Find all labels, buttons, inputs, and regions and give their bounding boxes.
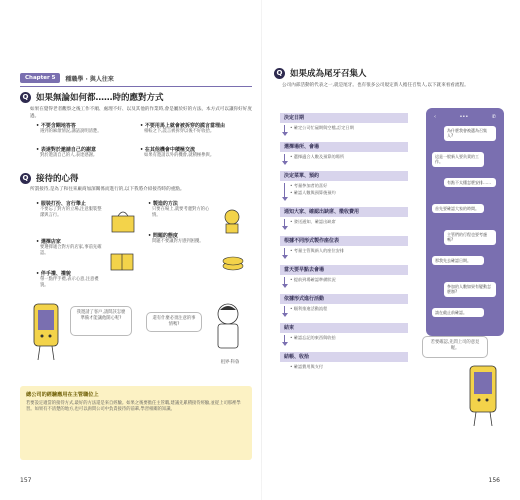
speech-bubble: 我邀請了客戶,請問該怎麼準備才能讓他開心呢? xyxy=(70,306,132,336)
chapter-tag: Chapter 5 xyxy=(20,73,60,83)
timeline-step-label: 當天要早點去會場 xyxy=(280,265,408,275)
person-icon xyxy=(208,300,248,358)
timeline-connector xyxy=(284,277,285,284)
chapter-title: 種職學 · 與人往來 xyxy=(65,75,114,83)
tip-title: • 不要用馬上就會被拆穿的謊言當理由 xyxy=(140,123,225,129)
tip-text: 不要忘了對方的立場,注意服裝整潔與言行。 xyxy=(40,207,102,219)
chat-message-received: 那我先去確認日期。 xyxy=(432,256,484,265)
tip-text: 問題不要讓對方感到困擾。 xyxy=(152,239,204,244)
phone-chat xyxy=(426,108,504,336)
character-caption: 租界·科魯 xyxy=(220,360,240,365)
back-arrow-icon: ‹ xyxy=(434,114,436,120)
tip-box-text: 若要設定適當的接待方式,最好的方法還是來自經驗。如果之後要擔任主管職,建議先累積接待經驗,並從上司那裡學習。如果有不清楚的地方,也可以詢問公司中負責接待的前輩,學習相關的知識。 xyxy=(26,401,241,413)
timeline-step-label: 選擇場所、會場 xyxy=(280,142,408,152)
question-badge-icon: Q xyxy=(274,68,285,79)
tip-title: • 表達對於邀請自己的謝意 xyxy=(36,147,96,153)
down-arrow-icon xyxy=(282,226,288,230)
down-arrow-icon xyxy=(282,313,288,317)
chat-message-sent: 參加的人數如果有變動怎麼辦? xyxy=(444,282,496,297)
heading-text: 接待的心得 xyxy=(36,174,79,184)
page-number: 157 xyxy=(20,477,32,484)
right-intro: 公司內部活動的代表之一,就是尾牙。也有很多公司規定新人擔任召集人,以下就來看看流程。 xyxy=(282,83,469,88)
tip-title: • 在其他機會中積極交流 xyxy=(140,147,195,153)
tip-title: • 問題的態度 xyxy=(148,233,178,239)
timeline-step-note: • 確認費用與支付 xyxy=(290,364,324,369)
down-arrow-icon xyxy=(282,342,288,346)
down-arrow-icon xyxy=(282,284,288,288)
tip-text: 要選擇適合對方的店家,事前先確認。 xyxy=(40,245,102,257)
down-arrow-icon xyxy=(282,255,288,259)
question-badge-icon: Q xyxy=(20,92,31,103)
tip-text: 如果有邀請以外的機會,就積極參與。 xyxy=(144,153,215,158)
speech-bubble: 若要確認,先問上司的意見喔。 xyxy=(422,336,488,358)
timeline-step-note: • 順利推進活動流程 xyxy=(290,306,328,311)
more-dots-icon: ••• xyxy=(459,114,469,120)
shopping-bag-icon xyxy=(108,208,138,234)
timeline-connector xyxy=(284,154,285,161)
tip-title: • 服裝打扮、言行舉止 xyxy=(36,201,86,207)
tip-title: • 選擇店家 xyxy=(36,239,61,245)
right-page xyxy=(262,0,520,500)
timeline-step-note: • 確認人數與預算後預約 xyxy=(290,190,336,195)
tip-text: 帶一點伴手禮,表示心意,注意禮貌。 xyxy=(40,277,99,289)
call-icon: ✆ xyxy=(491,114,496,120)
heading-text: 如果無論如何都……時的應對方式 xyxy=(36,93,164,103)
timeline-step-note: • 考量參加者的喜好 xyxy=(290,183,328,188)
tip-box xyxy=(20,386,252,460)
section-heading-reception xyxy=(20,172,79,184)
down-arrow-icon xyxy=(282,161,288,165)
tip-box-title: 總公司的經驗應用在主管職位上 xyxy=(26,392,99,398)
timeline-step-label: 決定菜單、預約 xyxy=(280,171,408,181)
coins-icon xyxy=(220,252,246,272)
section1-intro: 如果在覺得老者觀察之後工作不順、處理不好、以及其他的作業時,會是屬於好的方法、本方式可以讓你好好度過。 xyxy=(30,107,252,119)
phone-mascot-icon xyxy=(28,300,64,364)
timeline-step-label: 根據不同形式製作座位表 xyxy=(280,236,408,246)
timeline-step-note: • 發送通知、確認出缺席 xyxy=(290,219,336,224)
tip-text: 遇到的麻煩情況,講話說明清楚。 xyxy=(40,129,102,134)
tip-title: • 製造的方法 xyxy=(148,201,178,207)
timeline-step-label: 結帳、收拾 xyxy=(280,352,408,362)
character-icon xyxy=(218,206,246,234)
timeline-connector xyxy=(284,306,285,313)
timeline-connector xyxy=(284,335,285,342)
phone-header xyxy=(430,112,500,122)
section-heading-party xyxy=(274,67,367,79)
timeline-connector xyxy=(284,248,285,255)
section2-intro: 所謂接待,是為了和往來廠商加深關係而進行的,以下我將介紹接待時的重點。 xyxy=(30,187,185,192)
timeline-step-label: 依據形式進行活動 xyxy=(280,294,408,304)
tip-text: 對於邀請自己的人,表達感謝。 xyxy=(40,153,98,158)
down-arrow-icon xyxy=(282,132,288,136)
page-number: 156 xyxy=(488,477,500,484)
chat-message-received: 這是一般新人要負責的工作。 xyxy=(432,152,484,167)
timeline-step-note: • 考量主管與新人的座位安排 xyxy=(290,248,345,253)
speech-bubble: 還有什麼必須注意的事情嗎? xyxy=(146,312,202,332)
timeline-step-note: • 確認忘記的東西與收拾 xyxy=(290,335,336,340)
tip-text: 相較之下,謊言被拆穿以後不好收拾。 xyxy=(144,129,215,134)
timeline-step-note: • 確定公司忙碌期與空檔,訂定日期 xyxy=(290,125,354,130)
chat-message-sent: 主管們的行程也要考慮嗎? xyxy=(444,230,496,245)
timeline-step-label: 決定日期 xyxy=(280,113,408,123)
chat-message-received: 首先要確認大家的時間。 xyxy=(432,204,484,213)
chapter-rule xyxy=(20,86,252,87)
timeline-connector xyxy=(284,219,285,226)
tip-title: • 不要含糊地答答 xyxy=(36,123,76,129)
timeline-step-label: 結束 xyxy=(280,323,408,333)
chapter-header xyxy=(20,72,114,84)
timeline-step-label: 通知大家、確認出缺席、徵收費用 xyxy=(280,207,408,217)
gift-box-icon xyxy=(108,248,136,272)
tip-title: • 伴手禮、禮貌 xyxy=(36,271,71,277)
timeline-step-note: • 選擇適合人數及預算的場所 xyxy=(290,154,345,159)
timeline-step-note: • 提前到場確認準備狀況 xyxy=(290,277,336,282)
tip-text: 只要在場上,就要考慮對方的心情。 xyxy=(152,207,210,219)
phone-mascot-icon xyxy=(462,360,506,430)
timeline-connector xyxy=(284,183,285,197)
down-arrow-icon xyxy=(282,197,288,201)
heading-text: 如果成為尾牙召集人 xyxy=(290,69,367,79)
chat-message-sent: 有點不太懂怎麼安排…… xyxy=(444,178,496,187)
question-badge-icon: Q xyxy=(20,173,31,184)
chat-message-sent: 為什麼我會被選為召集人? xyxy=(444,126,496,141)
timeline-connector xyxy=(284,125,285,132)
chat-message-received: 請在截止前確認。 xyxy=(432,308,484,317)
section-heading-decline xyxy=(20,91,164,103)
